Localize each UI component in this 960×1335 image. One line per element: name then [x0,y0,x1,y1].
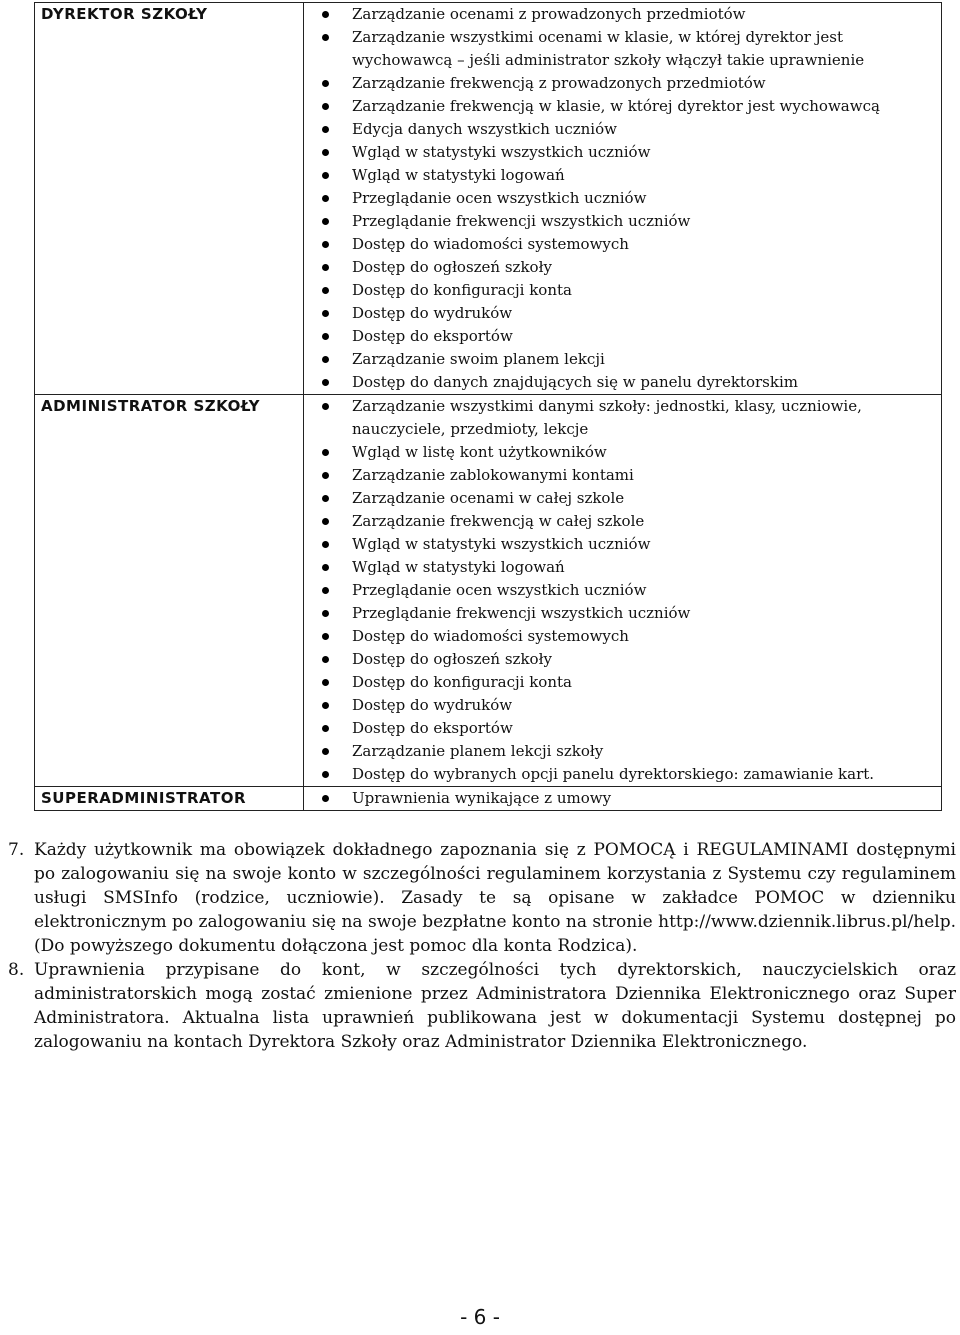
list-item: Zarządzanie frekwencją w całej szkole [304,510,941,533]
list-item: Dostęp do wiadomości systemowych [304,233,941,256]
role-name: ADMINISTRATOR SZKOŁY [41,397,261,415]
permissions-table [34,2,942,811]
list-item: Zarządzanie frekwencją z prowadzonych przedmiotów [304,72,941,95]
permissions-list [304,3,941,394]
list-item: Wgląd w listę kont użytkowników [304,441,941,464]
list-item: Zarządzanie ocenami z prowadzonych przedmiotów [304,3,941,26]
permissions-list [304,395,941,786]
list-item: Przeglądanie ocen wszystkich uczniów [304,579,941,602]
paragraph-text: Uprawnienia przypisane do kont, w szczególności tych dyrektorskich, nauczycielskich oraz administratorskich mogą zostać zmienione przez Administratora Dziennika Elektronicznego oraz Super Administratora. Aktualna lista uprawnień publikowana jest w dokumentacji Systemu dostępnej po zalogowaniu na kontach Dyrektora Szkoły oraz Administrator Dziennika Elektronicznego. [34,960,956,1052]
list-item: Zarządzanie swoim planem lekcji [304,348,941,371]
permissions-cell [304,395,942,787]
list-item: Dostęp do wydruków [304,302,941,325]
list-item: Przeglądanie ocen wszystkich uczniów [304,187,941,210]
list-item: Dostęp do ogłoszeń szkoły [304,256,941,279]
role-cell [35,787,304,811]
paragraph-text: Każdy użytkownik ma obowiązek dokładnego zapoznania się z POMOCĄ i REGULAMINAMI dostępnymi po zalogowaniu się na swoje konto w szczególności regulaminem korzystania z Systemu czy regulaminem usługi SMSInfo (rodzice, uczniowie). Zasady te są opisane w zakładce POMOC w dzienniku elektronicznym po zalogowaniu się na swoje bezpłatne konto na stronie http://www.dziennik.librus.pl/help. (Do powyższego dokumentu dołączona jest pomoc dla konta Rodzica). [34,840,956,956]
list-item: Zarządzanie frekwencją w klasie, w której dyrektor jest wychowawcą [304,95,941,118]
list-item: Zarządzanie wszystkimi ocenami w klasie, w której dyrektor jest wychowawcą – jeśli administrator szkoły włączył takie uprawnienie [304,26,941,72]
list-item: Dostęp do wybranych opcji panelu dyrektorskiego: zamawianie kart. [304,763,941,786]
list-item: Wgląd w statystyki wszystkich uczniów [304,533,941,556]
list-item: Przeglądanie frekwencji wszystkich uczniów [304,602,941,625]
list-item: Dostęp do ogłoszeń szkoły [304,648,941,671]
role-name: SUPERADMINISTRATOR [41,789,247,807]
list-item: Dostęp do konfiguracji konta [304,279,941,302]
list-item: Wgląd w statystyki logowań [304,164,941,187]
list-item: Wgląd w statystyki wszystkich uczniów [304,141,941,164]
permissions-cell [304,787,942,811]
list-item: Zarządzanie ocenami w całej szkole [304,487,941,510]
list-item: Dostęp do eksportów [304,717,941,740]
table-row [35,395,942,787]
list-item: Uprawnienia wynikające z umowy [304,787,941,810]
list-item: Zarządzanie zablokowanymi kontami [304,464,941,487]
list-item: Przeglądanie frekwencji wszystkich uczniów [304,210,941,233]
paragraph-7 [8,838,958,958]
role-name: DYREKTOR SZKOŁY [41,5,208,23]
role-cell [35,3,304,395]
page-number: - 6 - [460,1305,500,1329]
list-item: Zarządzanie planem lekcji szkoły [304,740,941,763]
list-item: Dostęp do eksportów [304,325,941,348]
paragraph-number: 7. [8,840,25,860]
list-item: Wgląd w statystyki logowań [304,556,941,579]
permissions-cell [304,3,942,395]
role-cell [35,395,304,787]
table-row [35,3,942,395]
paragraph-8 [8,958,958,1054]
paragraph-number: 8. [8,960,25,980]
list-item: Dostęp do wydruków [304,694,941,717]
list-item: Dostęp do konfiguracji konta [304,671,941,694]
permissions-list [304,787,941,810]
list-item: Dostęp do danych znajdujących się w panelu dyrektorskim [304,371,941,394]
document-body [8,838,958,1054]
table-row [35,787,942,811]
list-item: Edycja danych wszystkich uczniów [304,118,941,141]
list-item: Zarządzanie wszystkimi danymi szkoły: jednostki, klasy, uczniowie, nauczyciele, przedmioty, lekcje [304,395,941,441]
list-item: Dostęp do wiadomości systemowych [304,625,941,648]
